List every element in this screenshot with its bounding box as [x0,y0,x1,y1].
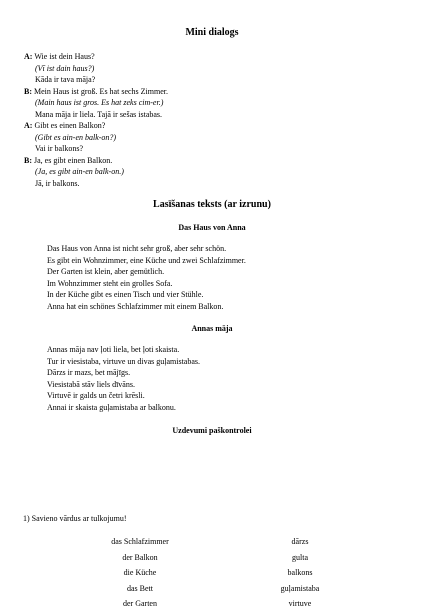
text-line: Dārzs ir mazs, bet mājīgs. [47,368,131,378]
german-line: Ja, es gibt einen Balkon. [34,155,113,165]
text-line: In der Küche gibt es einen Tisch und vier Stühle. [47,290,204,300]
text-line: Anna hat ein schönes Schlafzimmer mit einem Balkon. [47,301,224,311]
german-word: der Balkon [122,552,158,562]
latvian-word: balkons [287,568,313,577]
pronunciation-line: (Ja, es gibt ain-en balk-on.) [35,167,124,176]
dialog-line [24,155,354,167]
text-line: Annas māja nav ļoti liela, bet ļoti skaista. [47,345,180,354]
speaker-label: A: [24,52,33,61]
pronunciation-line: (Main haus ist gros. Es hat zeks cim-er.) [35,98,164,107]
latvian-word-list [250,536,350,614]
latvian-line: Mana māja ir liela. Tajā ir sešas istabas. [35,109,163,119]
latvian-word: guļamistaba [280,583,320,593]
german-word: der Garten [123,599,157,608]
latvian-line: Jā, ir balkons. [35,178,80,188]
german-word: das Bett [127,583,153,593]
latvian-text-title: Annas māja [191,324,233,333]
text-line: Der Garten ist klein, aber gemütlich. [47,267,165,277]
latvian-word: gulta [292,552,308,562]
text-line: Annai ir skaista guļamistaba ar balkonu. [47,402,176,412]
pronunciation-line: (Vī ist dain haus?) [35,63,95,73]
pronunciation-line: (Gibt es ain-en balk-on?) [35,132,117,142]
speaker-label: B: [24,155,32,165]
dialog-line [24,120,354,132]
speaker-label: A: [24,121,33,130]
speaker-label: B: [24,86,32,96]
text-line: Tur ir viesistaba, virtuve un divas guļamistabas. [47,356,201,366]
latvian-word: virtuve [288,599,312,608]
latvian-word: dārzs [291,537,309,546]
german-line: Gibt es einen Balkon? [34,121,106,130]
text-line: Das Haus von Anna ist nicht sehr groß, aber sehr schön. [47,244,227,253]
text-line: Im Wohnzimmer steht ein grolles Sofa. [47,278,173,288]
german-word: das Schlafzimmer [111,537,169,546]
exercise-section-title: Uzdevumi paškontrolei [172,426,252,435]
page-title: Mini dialogs [185,27,239,38]
reading-section-title: Lasīšanas teksts (ar izrunu) [153,199,271,210]
german-word: die Küche [123,568,157,577]
text-line: Es gibt ein Wohnzimmer, eine Küche und zwei Schlafzimmer. [47,255,246,265]
mini-dialog [24,51,354,189]
german-line: Wie ist dein Haus? [34,52,95,61]
task-instruction: 1) Savieno vārdus ar tulkojumu! [23,514,127,523]
german-text-title: Das Haus von Anna [178,223,246,232]
german-word-list [80,536,200,614]
german-line: Mein Haus ist groß. Es hat sechs Zimmer. [34,86,168,96]
german-text [47,243,377,313]
latvian-line: Vai ir balkons? [35,144,83,153]
latvian-line: Kāda ir tava māja? [35,75,96,84]
text-line: Viesistabā stāv liels dīvāns. [47,379,135,389]
text-line: Virtuvē ir galds un četri krēsli. [47,391,145,401]
dialog-line [24,86,354,98]
latvian-text [47,344,377,414]
dialog-line [24,51,354,63]
